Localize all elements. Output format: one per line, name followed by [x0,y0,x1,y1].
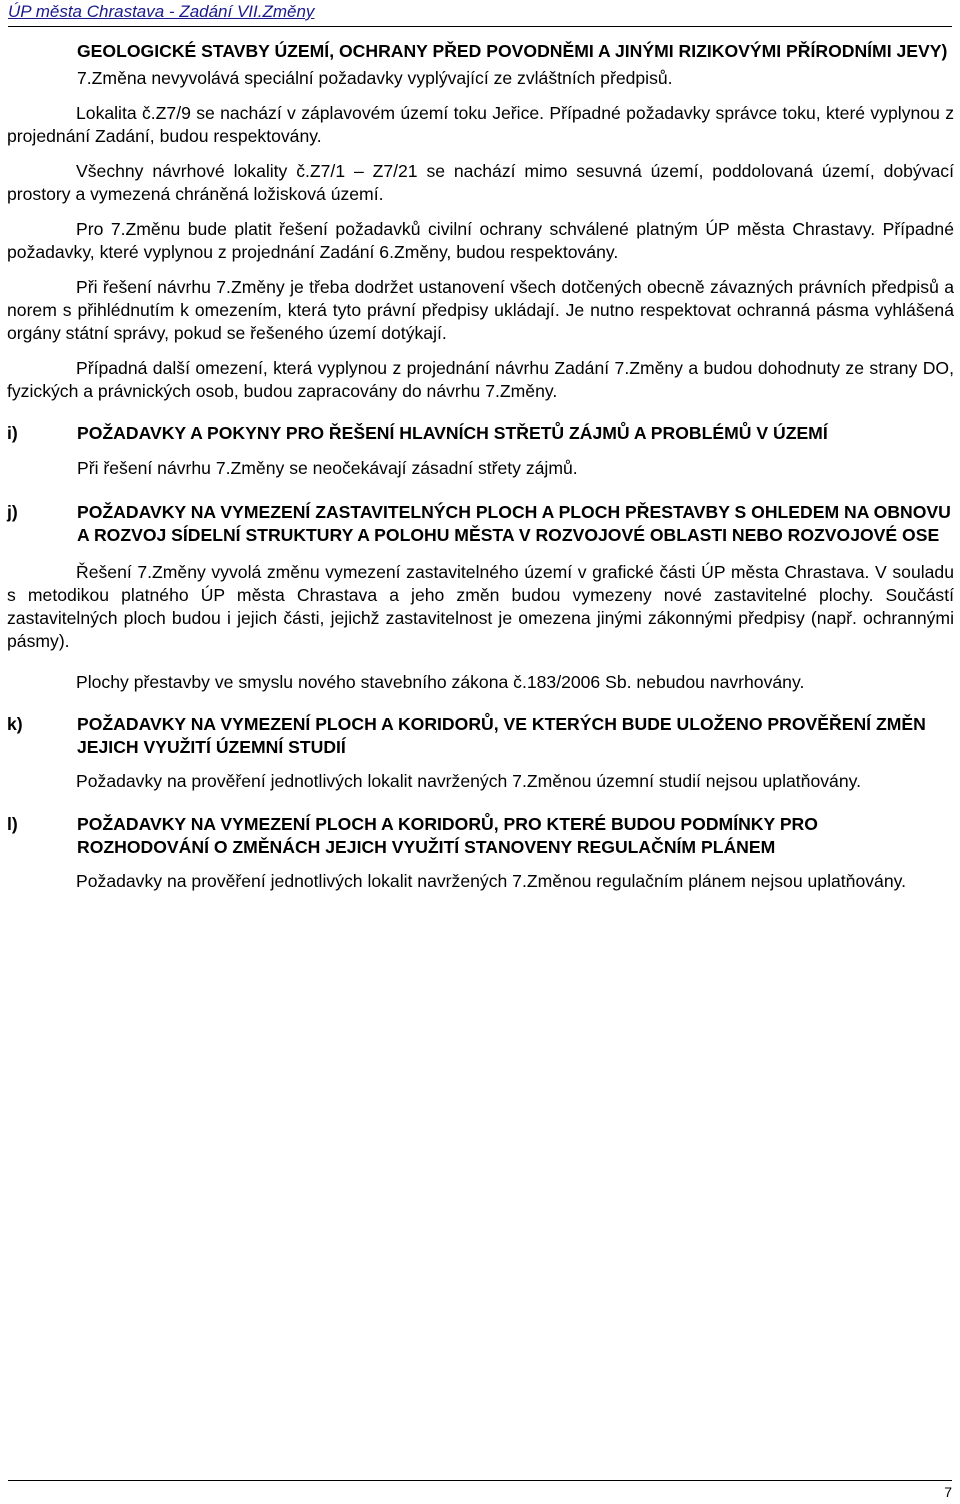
section-j-letter: j) [7,502,18,522]
geo-paragraph-2: Lokalita č.Z7/9 se nachází v záplavovém území toku Jeřice. Případné požadavky správce toku, které vyplynou z projednání Zadání, budou respektovány. [7,103,954,146]
section-i-letter: i) [7,423,18,443]
section-l-heading [7,813,954,859]
section-k-letter: k) [7,714,23,734]
section-k-heading [7,713,954,759]
header-divider [8,26,952,27]
page-number: 7 [944,1484,952,1500]
section-i-title: POŽADAVKY A POKYNY PRO ŘEŠENÍ HLAVNÍCH STŘETŮ ZÁJMŮ A PROBLÉMŮ V ÚZEMÍ [77,423,828,443]
geo-paragraph-3: Všechny návrhové lokality č.Z7/1 – Z7/21 se nachází mimo sesuvná území, poddolovaná území, dobývací prostory a vymezená chráněná ložisková území. [7,161,954,204]
section-i-paragraph: Při řešení návrhu 7.Změny se neočekávají zásadní střety zájmů. [77,458,578,478]
section-k-title: POŽADAVKY NA VYMEZENÍ PLOCH A KORIDORŮ, VE KTERÝCH BUDE ULOŽENO PROVĚŘENÍ ZMĚN JEJICH VYUŽITÍ ÚZEMNÍ STUDIÍ [77,714,926,757]
geo-paragraph-1: 7.Změna nevyvolává speciální požadavky vyplývající ze zvláštních předpisů. [77,68,673,88]
section-j-title: POŽADAVKY NA VYMEZENÍ ZASTAVITELNÝCH PLOCH A PLOCH PŘESTAVBY S OHLEDEM NA OBNOVU A ROZVOJ SÍDELNÍ STRUKTURY A POLOHU MĚSTA V ROZVOJOVÉ OBLASTI NEBO ROZVOJOVÉ OSE [77,502,951,545]
section-j-paragraph-1: Řešení 7.Změny vyvolá změnu vymezení zastavitelného území v grafické části ÚP města Chrastava. V souladu s metodikou platného ÚP města Chrastava a jeho změn budou vymezeny nové zastavitelné plochy. Součástí zastavitelných ploch budou i jejich části, jejichž zastavitelnost je omezena jinými zákonnými předpisy (např. ochrannými pásmy). [7,562,954,651]
section-l-letter: l) [7,814,18,834]
section-j-paragraph-2: Plochy přestavby ve smyslu nového stavebního zákona č.183/2006 Sb. nebudou navrhovány. [76,672,805,692]
section-k-paragraph: Požadavky na prověření jednotlivých lokalit navržených 7.Změnou územní studií nejsou uplatňovány. [76,771,861,791]
document-title: ÚP města Chrastava - Zadání VII.Změny [8,2,315,21]
document-body [7,40,954,893]
section-i-heading [7,422,954,445]
geo-paragraph-4: Pro 7.Změnu bude platit řešení požadavků civilní ochrany schválené platným ÚP města Chrastavy. Případné požadavky, které vyplynou z projednání Zadání 6.Změny, budou respektovány. [7,219,954,262]
footer-divider [8,1480,952,1481]
section-l-paragraph: Požadavky na prověření jednotlivých lokalit navržených 7.Změnou regulačním plánem nejsou uplatňovány. [76,871,906,891]
geo-paragraph-6: Případná další omezení, která vyplynou z projednání návrhu Zadání 7.Změny a budou dohodnuty ze strany DO, fyzických a právnických osob, budou zapracovány do návrhu 7.Změny. [7,358,954,401]
geo-section-heading: GEOLOGICKÉ STAVBY ÚZEMÍ, OCHRANY PŘED POVODNĚMI A JINÝMI RIZIKOVÝMI PŘÍRODNÍMI JEVY) [77,41,948,61]
section-j-heading [7,501,954,547]
section-l-title: POŽADAVKY NA VYMEZENÍ PLOCH A KORIDORŮ, PRO KTERÉ BUDOU PODMÍNKY PRO ROZHODOVÁNÍ O ZMĚNÁCH JEJICH VYUŽITÍ STANOVENY REGULAČNÍM PLÁNEM [77,814,818,857]
geo-paragraph-5: Při řešení návrhu 7.Změny je třeba dodržet ustanovení všech dotčených obecně závazných právních předpisů a norem s přihlédnutím k omezením, která tyto právní předpisy ukládají. Je nutno respektovat ochranná pásma vyhlášená orgány státní správy, pokud se řešeného území dotýkají. [7,277,954,343]
